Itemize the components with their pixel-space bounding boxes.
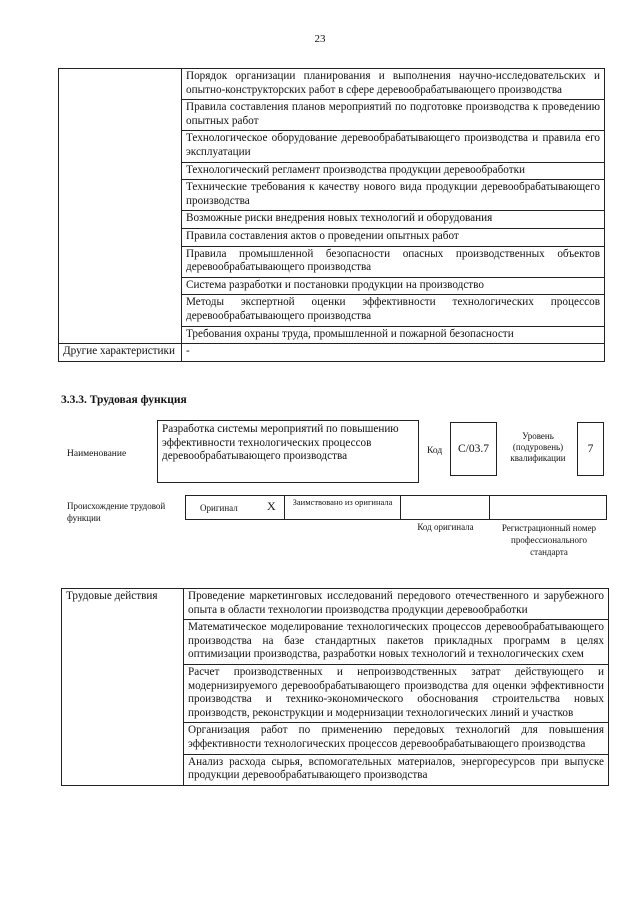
knowledge-item: Технологическое оборудование деревообрабатывающего производства и правила его эксплуатации: [182, 131, 605, 162]
other-label: Другие характеристики: [59, 344, 182, 362]
action-item: Анализ расхода сырья, вспомогательных материалов, энергоресурсов при выпуске продукции деревообрабатывающего производства: [184, 754, 609, 785]
action-item: Проведение маркетинговых исследований передового отечественного и зарубежного опыта в области технологии производства продукции деревообработки: [184, 589, 609, 620]
level-value: 7: [577, 422, 604, 476]
knowledge-item: Методы экспертной оценки эффективности технологических процессов деревообрабатывающего производства: [182, 295, 605, 326]
other-value: -: [182, 344, 605, 362]
table-row: [59, 69, 605, 100]
knowledge-item: Возможные риски внедрения новых технологий и оборудования: [182, 211, 605, 229]
knowledge-item: Правила составления планов мероприятий по подготовке производства к проведению опытных работ: [182, 100, 605, 131]
action-item: Организация работ по применению передовых технологий для повышения эффективности технологических процессов деревообрабатывающего производства: [184, 723, 609, 754]
original-code-cell: [400, 495, 490, 520]
knowledge-item: Технические требования к качеству нового вида продукции деревообрабатывающего производства: [182, 180, 605, 211]
action-item: Математическое моделирование технологических процессов деревообрабатывающего производства на базе стандартных пакетов прикладных программ в целях оптимизации производства, разработки новых технологий и технологических схем: [184, 620, 609, 665]
knowledge-item: Порядок организации планирования и выполнения научно-исследовательских и опытно-конструкторских работ в сфере деревообрабатывающего производства: [182, 69, 605, 100]
knowledge-item: Правила промышленной безопасности опасных производственных объектов деревообрабатывающего производства: [182, 246, 605, 277]
borrowed-label: Заимствовано из оригинала: [284, 495, 401, 520]
original-mark: X: [267, 499, 276, 513]
section-title: 3.3.3. Трудовая функция: [61, 394, 187, 406]
reg-number-cell: [489, 495, 607, 520]
code-label: Код: [427, 446, 443, 456]
name-label: Наименование: [67, 449, 127, 459]
actions-label: Трудовые действия: [62, 589, 184, 786]
page-number: 23: [314, 33, 326, 45]
original-label: Оригинал: [200, 503, 238, 513]
action-item: Расчет производственных и непроизводственных затрат действующего и модернизируемого деревообрабатывающего производства для оценки эффективности производства и технико-экономического обоснования строительства новых производств, реконструкции и модернизации технологических линий и участков: [184, 664, 609, 722]
reg-caption: Регистрационный номер профессионального стандарта: [501, 523, 597, 557]
left-cell: [59, 69, 182, 344]
code-value: С/03.7: [450, 422, 497, 476]
table-row: [62, 589, 609, 620]
origin-original-cell: [185, 495, 285, 520]
knowledge-item: Требования охраны труда, промышленной и пожарной безопасности: [182, 326, 605, 344]
origin-label: Происхождение трудовой функции: [67, 501, 166, 523]
code-caption: Код оригинала: [417, 522, 474, 532]
function-name: Разработка системы мероприятий по повышению эффективности технологических процессов деревообрабатывающего производства: [157, 420, 419, 483]
level-label: Уровень (подуровень) квалификации: [510, 431, 566, 463]
knowledge-table: [58, 68, 605, 362]
knowledge-item: Система разработки и постановки продукции на производство: [182, 277, 605, 295]
knowledge-item: Правила составления актов о проведении опытных работ: [182, 228, 605, 246]
knowledge-item: Технологический регламент производства продукции деревообработки: [182, 162, 605, 180]
table-row: [59, 344, 605, 362]
actions-table: [61, 588, 609, 786]
